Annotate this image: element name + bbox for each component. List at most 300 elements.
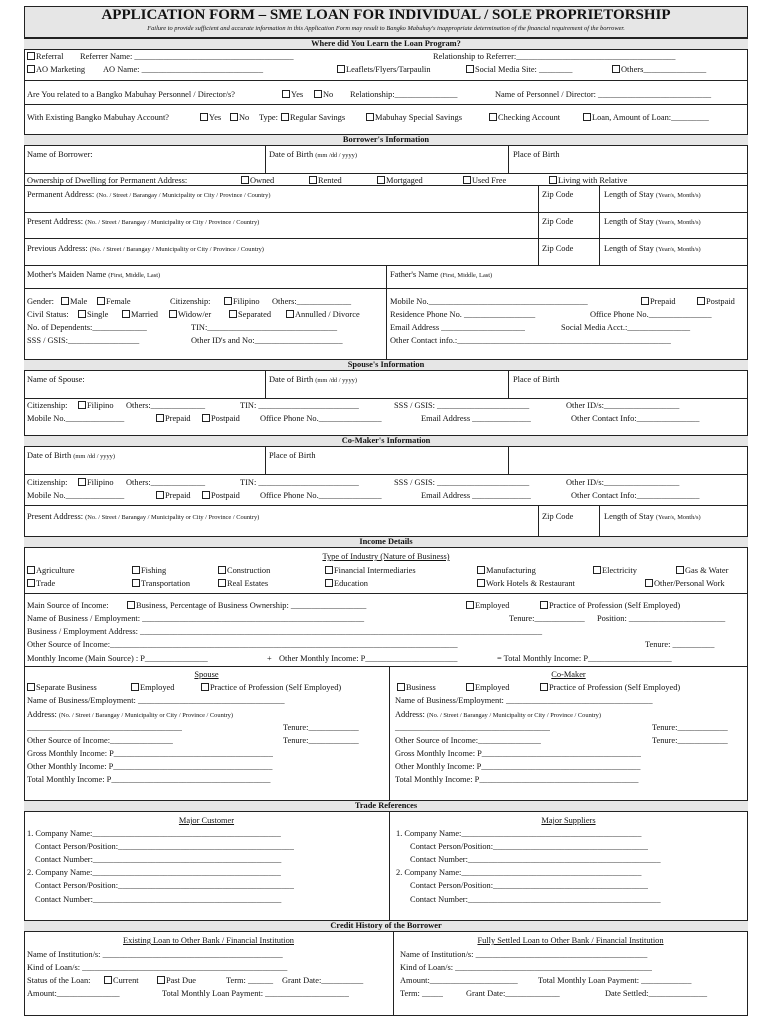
comaker-gross-field[interactable]: Gross Monthly Income: P______________________________________ xyxy=(395,749,641,758)
electricity-checkbox[interactable] xyxy=(593,566,601,574)
annulled-checkbox[interactable] xyxy=(286,310,294,318)
comaker-tenure-field[interactable]: Tenure:____________ xyxy=(652,723,728,732)
industry-heading: Type of Industry (Nature of Business) xyxy=(322,552,450,561)
separate-business-option[interactable] xyxy=(27,683,97,692)
existing-total-payment-field[interactable]: Total Monthly Loan Payment: ____________________ xyxy=(162,989,349,998)
married-checkbox[interactable] xyxy=(122,310,130,318)
trade-option[interactable] xyxy=(27,579,55,588)
spouse-heading: Spouse's Information xyxy=(347,360,425,369)
divider xyxy=(265,371,266,398)
separate-business-checkbox[interactable] xyxy=(27,683,35,691)
employed-option[interactable] xyxy=(466,601,509,610)
related-yes-checkbox[interactable] xyxy=(282,90,290,98)
spouse-total-field[interactable]: Total Monthly Income: P______________________________________ xyxy=(27,775,271,784)
dob-format: (mm /dd / yyyy) xyxy=(315,377,358,384)
divider xyxy=(508,371,509,398)
supplier2-name-field[interactable]: 2. Company Name:___________________________________________ xyxy=(396,868,642,877)
electricity-option[interactable] xyxy=(593,566,637,575)
single-checkbox[interactable] xyxy=(78,310,86,318)
comaker-address[interactable] xyxy=(395,710,601,719)
spouse-practice-label: Practice of Profession (Self Employed) xyxy=(210,683,342,692)
used-free-option[interactable] xyxy=(463,176,506,185)
regular-savings-checkbox[interactable] xyxy=(281,113,289,121)
loan-checkbox[interactable] xyxy=(583,113,591,121)
length-of-stay xyxy=(604,217,701,226)
postpaid-option[interactable] xyxy=(697,297,735,306)
spouse-mobile-field[interactable]: Mobile No.______________ xyxy=(27,414,125,423)
education-checkbox[interactable] xyxy=(325,579,333,587)
spouse-filipino-checkbox[interactable] xyxy=(78,401,86,409)
owned-label: Owned xyxy=(250,176,275,185)
settled-grant-field[interactable]: Grant Date:_____________ xyxy=(466,989,560,998)
spouse-employed-option[interactable] xyxy=(131,683,174,692)
existing-institution-field[interactable]: Name of Institution/s: ___________________________________________ xyxy=(27,950,283,959)
comaker-prepaid-option[interactable] xyxy=(156,491,191,500)
settled-term-field[interactable]: Term: _____ xyxy=(400,989,443,998)
existing-yes-checkbox[interactable] xyxy=(200,113,208,121)
spouse-others-field[interactable]: Others:_____________ xyxy=(126,401,206,410)
social-media-option[interactable] xyxy=(466,65,572,74)
special-savings-option[interactable] xyxy=(366,113,462,122)
mortgaged-checkbox[interactable] xyxy=(377,176,385,184)
separate-business-label: Separate Business xyxy=(36,683,97,692)
divider xyxy=(24,173,748,174)
comaker-office-phone-field[interactable]: Office Phone No._______________ xyxy=(260,491,382,500)
address-format: (No. / Street / Barangay / Municipality or City / Province / Country) xyxy=(85,219,260,226)
customer1-contact-number-field[interactable]: Contact Number:_____________________________________________ xyxy=(35,855,282,864)
comaker-practice-checkbox[interactable] xyxy=(540,683,548,691)
checking-account-label: Checking Account xyxy=(498,113,561,122)
male-option[interactable] xyxy=(61,297,87,306)
los-label: Length of Stay xyxy=(604,512,654,521)
leaflets-option[interactable] xyxy=(337,65,431,74)
settled-total-payment-field[interactable]: Total Monthly Loan Payment: ____________ xyxy=(538,976,692,985)
social-media-checkbox[interactable] xyxy=(466,65,474,73)
mobile-field[interactable]: Mobile No.______________________________________ xyxy=(390,297,588,306)
widow-checkbox[interactable] xyxy=(169,310,177,318)
customer2-contact-person-field[interactable]: Contact Person/Position:__________________________________________ xyxy=(35,881,294,890)
ao-marketing-checkbox[interactable] xyxy=(27,65,35,73)
regular-savings-label: Regular Savings xyxy=(290,113,346,122)
referrer-name-field[interactable]: Referrer Name: ______________________________________ xyxy=(80,52,294,61)
comaker-filipino-checkbox[interactable] xyxy=(78,478,86,486)
gas-water-label: Gas & Water xyxy=(685,566,729,575)
comaker-postpaid-label: Postpaid xyxy=(211,491,240,500)
dob-format: (mm /dd / yyyy) xyxy=(73,453,116,460)
main-source-label: Main Source of Income: xyxy=(27,601,109,610)
existing-kind-field[interactable]: Kind of Loan/s: _________________________________________________ xyxy=(27,963,288,972)
comaker-business-option[interactable] xyxy=(397,683,436,692)
dependents-field[interactable]: No. of Dependents:_____________ xyxy=(27,323,147,332)
other-source-field[interactable]: Other Source of Income:___________________________________________________________________________________ xyxy=(27,640,458,649)
separated-option[interactable] xyxy=(229,310,271,319)
work-hotels-option[interactable] xyxy=(477,579,575,588)
special-savings-checkbox[interactable] xyxy=(366,113,374,121)
related-no-label: No xyxy=(323,90,334,99)
supplier2-contact-number-field[interactable]: Contact Number:______________________________________________ xyxy=(410,895,661,904)
separated-checkbox[interactable] xyxy=(229,310,237,318)
spouse-office-phone-field[interactable]: Office Phone No._______________ xyxy=(260,414,382,423)
settled-institution-field[interactable]: Name of Institution/s: _________________________________________ xyxy=(400,950,648,959)
office-phone-field[interactable]: Office Phone No._______________ xyxy=(590,310,712,319)
current-option[interactable] xyxy=(104,976,139,985)
referral-option[interactable] xyxy=(27,52,63,61)
settled-kind-field[interactable]: Kind of Loan/s: _______________________________________________ xyxy=(400,963,652,972)
female-option[interactable] xyxy=(97,297,131,306)
comaker-filipino-label: Filipino xyxy=(87,478,114,487)
comaker-other-monthly-field[interactable]: Other Monthly Income: P______________________________________ xyxy=(395,762,641,771)
divider xyxy=(24,288,748,289)
referral-checkbox[interactable] xyxy=(27,52,35,60)
existing-amount-field[interactable]: Amount:_______________ xyxy=(27,989,120,998)
work-hotels-label: Work Hotels & Restaurant xyxy=(486,579,575,588)
checking-account-option[interactable] xyxy=(489,113,560,122)
permanent-address[interactable] xyxy=(27,190,270,199)
comaker-practice-option[interactable] xyxy=(540,683,680,692)
comaker-present-address[interactable] xyxy=(27,512,259,521)
comaker-mobile-field[interactable]: Mobile No.______________ xyxy=(27,491,125,500)
comaker-postpaid-option[interactable] xyxy=(202,491,240,500)
spouse-address[interactable] xyxy=(27,710,233,719)
real-estates-checkbox[interactable] xyxy=(218,579,226,587)
spouse-pob-label: Place of Birth xyxy=(513,375,560,384)
divider xyxy=(24,104,748,105)
existing-no-option[interactable] xyxy=(230,113,249,122)
transportation-label: Transportation xyxy=(141,579,191,588)
other-personal-label: Other/Personal Work xyxy=(654,579,725,588)
comaker-prepaid-checkbox[interactable] xyxy=(156,491,164,499)
living-relative-checkbox[interactable] xyxy=(549,176,557,184)
special-savings-label: Mabuhay Special Savings xyxy=(375,113,462,122)
trade-checkbox[interactable] xyxy=(27,579,35,587)
female-checkbox[interactable] xyxy=(97,297,105,305)
related-relationship-field[interactable]: Relationship:_______________ xyxy=(350,90,458,99)
other-personal-checkbox[interactable] xyxy=(645,579,653,587)
transportation-checkbox[interactable] xyxy=(132,579,140,587)
spouse-employed-label: Employed xyxy=(140,683,175,692)
dob-label: Date of Birth xyxy=(27,451,72,460)
spouse-practice-option[interactable] xyxy=(201,683,341,692)
length-of-stay xyxy=(604,244,701,253)
fishing-checkbox[interactable] xyxy=(132,566,140,574)
supplier1-contact-person-field[interactable]: Contact Person/Position:_____________________________________ xyxy=(410,842,648,851)
previous-address[interactable] xyxy=(27,244,264,253)
comaker-email-field[interactable]: Email Address ______________ xyxy=(421,491,531,500)
existing-term-field[interactable]: Term: ______ xyxy=(226,976,274,985)
divider xyxy=(538,185,539,265)
address-format: (No. / Street / Barangay / Municipality or City / Province / Country) xyxy=(85,514,260,521)
social-media-label: Social Media Site: ________ xyxy=(475,65,573,74)
spouse-other-source-field[interactable]: Other Source of Income:_______________ xyxy=(27,736,173,745)
manufacturing-option[interactable] xyxy=(477,566,536,575)
los-format: (Year/s, Month/s) xyxy=(655,219,701,226)
supplier1-name-field[interactable]: 1. Company Name:___________________________________________ xyxy=(396,829,642,838)
others-option[interactable] xyxy=(612,65,706,74)
customer2-contact-number-field[interactable]: Contact Number:_____________________________________________ xyxy=(35,895,282,904)
manufacturing-checkbox[interactable] xyxy=(477,566,485,574)
comaker-other-contact-field[interactable]: Other Contact Info:_______________ xyxy=(571,491,700,500)
divider xyxy=(508,447,509,474)
spouse-tenure2-field[interactable]: Tenure:____________ xyxy=(283,736,359,745)
comaker-postpaid-checkbox[interactable] xyxy=(202,491,210,499)
spouse-name-biz-field[interactable]: Name of Business/Employment: ___________________________________ xyxy=(27,696,285,705)
related-no-option[interactable] xyxy=(314,90,333,99)
customer2-name-field[interactable]: 2. Company Name:_____________________________________________ xyxy=(27,868,281,877)
position-field[interactable]: Position: _______________________ xyxy=(597,614,726,623)
zip-label: Zip Code xyxy=(542,512,574,521)
annulled-option[interactable] xyxy=(286,310,360,319)
fishing-label: Fishing xyxy=(141,566,167,575)
borrower-pob-label: Place of Birth xyxy=(513,150,560,159)
leaflets-label: Leaflets/Flyers/Tarpaulin xyxy=(346,65,431,74)
present-address[interactable] xyxy=(27,217,259,226)
others-label: Others_______________ xyxy=(621,65,707,74)
personnel-name-field[interactable]: Name of Personnel / Director: ___________________________ xyxy=(495,90,712,99)
loan-option[interactable] xyxy=(583,113,709,122)
practice-label: Practice of Profession (Self Employed) xyxy=(549,601,681,610)
gender-label: Gender: xyxy=(27,297,54,306)
other-ids-field[interactable]: Other ID's and No:_____________________ xyxy=(191,336,343,345)
zip-label: Zip Code xyxy=(542,217,574,226)
owned-checkbox[interactable] xyxy=(241,176,249,184)
current-checkbox[interactable] xyxy=(104,976,112,984)
email-field[interactable]: Email Address ____________________ xyxy=(390,323,525,332)
mortgaged-option[interactable] xyxy=(377,176,423,185)
other-personal-option[interactable] xyxy=(645,579,725,588)
comaker-citizenship-label: Citizenship: xyxy=(27,478,68,487)
settled-amount-field[interactable]: Amount:_____________________ xyxy=(400,976,518,985)
checking-account-checkbox[interactable] xyxy=(489,113,497,121)
spouse-tin-field[interactable]: TIN: ________________________ xyxy=(240,401,359,410)
spouse-postpaid-checkbox[interactable] xyxy=(202,414,210,422)
relationship-referrer-field[interactable]: Relationship to Referrer:______________________________________ xyxy=(433,52,676,61)
real-estates-label: Real Estates xyxy=(227,579,269,588)
comaker-employed-option[interactable] xyxy=(466,683,509,692)
comaker-employed-checkbox[interactable] xyxy=(466,683,474,691)
business-source-option[interactable] xyxy=(127,601,366,610)
practice-option[interactable] xyxy=(540,601,680,610)
prepaid-option[interactable] xyxy=(641,297,676,306)
tenure2-field[interactable]: Tenure: __________ xyxy=(645,640,715,649)
spouse-address-line[interactable]: _____________________________________ xyxy=(27,723,182,732)
father-name[interactable] xyxy=(390,270,492,279)
type-label: Type: xyxy=(259,113,278,122)
residence-phone-field[interactable]: Residence Phone No. _________________ xyxy=(390,310,536,319)
married-label: Married xyxy=(131,310,158,319)
borrower-dob xyxy=(269,150,357,159)
fishing-option[interactable] xyxy=(132,566,166,575)
other-monthly-field[interactable]: Other Monthly Income: P______________________ xyxy=(279,654,458,663)
comaker-other-ids-field[interactable]: Other ID/s:__________________ xyxy=(566,478,680,487)
financial-option[interactable] xyxy=(325,566,416,575)
divider xyxy=(24,474,748,475)
los-format: (Year/s, Month/s) xyxy=(655,514,701,521)
comaker-total-field[interactable]: Total Monthly Income: P______________________________________ xyxy=(395,775,639,784)
filipino-option[interactable] xyxy=(224,297,260,306)
present-address-label: Present Address: xyxy=(27,512,84,521)
other-contact-field[interactable]: Other Contact info.:___________________________________________________ xyxy=(390,336,671,345)
ao-marketing-label: AO Marketing xyxy=(36,65,86,74)
widow-option[interactable] xyxy=(169,310,211,319)
citizenship-label: Citizenship: xyxy=(170,297,211,306)
zip-label: Zip Code xyxy=(542,244,574,253)
spouse-postpaid-option[interactable] xyxy=(202,414,240,423)
spouse-prepaid-option[interactable] xyxy=(156,414,191,423)
single-label: Single xyxy=(87,310,109,319)
married-option[interactable] xyxy=(122,310,158,319)
gas-water-checkbox[interactable] xyxy=(676,566,684,574)
existing-yes-option[interactable] xyxy=(200,113,221,122)
single-option[interactable] xyxy=(78,310,108,319)
social-acct-field[interactable]: Social Media Acct.:_______________ xyxy=(561,323,691,332)
borrower-heading: Borrower's Information xyxy=(342,135,430,144)
business-address-field[interactable]: Business / Employment Address: ________________________________________________________________________________________________ xyxy=(27,627,543,636)
comaker-heading: Co-Maker's Information xyxy=(341,436,431,445)
agriculture-option[interactable] xyxy=(27,566,75,575)
divider xyxy=(24,212,748,213)
spouse-employed-checkbox[interactable] xyxy=(131,683,139,691)
rented-label: Rented xyxy=(318,176,342,185)
filipino-checkbox[interactable] xyxy=(224,297,232,305)
los-label: Length of Stay xyxy=(604,217,654,226)
los-label: Length of Stay xyxy=(604,190,654,199)
living-relative-label: Living with Relative xyxy=(558,176,628,185)
comaker-sss-field[interactable]: SSS / GSIS: ______________________ xyxy=(394,478,530,487)
related-yes-option[interactable] xyxy=(282,90,303,99)
spouse-prepaid-checkbox[interactable] xyxy=(156,414,164,422)
supplier2-contact-person-field[interactable]: Contact Person/Position:_____________________________________ xyxy=(410,881,648,890)
settled-date-field[interactable]: Date Settled:______________ xyxy=(605,989,708,998)
customer1-contact-person-field[interactable]: Contact Person/Position:__________________________________________ xyxy=(35,842,294,851)
related-no-checkbox[interactable] xyxy=(314,90,322,98)
mother-maiden-name[interactable] xyxy=(27,270,160,279)
education-option[interactable] xyxy=(325,579,368,588)
mortgaged-label: Mortgaged xyxy=(386,176,423,185)
business-source-checkbox[interactable] xyxy=(127,601,135,609)
comaker-tenure2-field[interactable]: Tenure:____________ xyxy=(652,736,728,745)
annulled-label: Annulled / Divorce xyxy=(295,310,360,319)
divider xyxy=(538,505,539,536)
past-due-option[interactable] xyxy=(157,976,196,985)
dob-format: (mm /dd / yyyy) xyxy=(315,152,358,159)
tin-field[interactable]: TIN:_______________________________ xyxy=(191,323,338,332)
spouse-gross-field[interactable]: Gross Monthly Income: P______________________________________ xyxy=(27,749,273,758)
ao-marketing-option[interactable] xyxy=(27,65,85,74)
mother-label: Mother's Maiden Name xyxy=(27,270,107,279)
spouse-email-field[interactable]: Email Address ______________ xyxy=(421,414,531,423)
comaker-address-line[interactable]: _____________________________________ xyxy=(395,723,550,732)
divider xyxy=(265,146,266,173)
postpaid-checkbox[interactable] xyxy=(697,297,705,305)
spouse-income-heading: Spouse xyxy=(194,670,219,679)
others-checkbox[interactable] xyxy=(612,65,620,73)
real-estates-option[interactable] xyxy=(218,579,268,588)
existing-no-checkbox[interactable] xyxy=(230,113,238,121)
comaker-others-field[interactable]: Others:_____________ xyxy=(126,478,206,487)
employed-checkbox[interactable] xyxy=(466,601,474,609)
past-due-checkbox[interactable] xyxy=(157,976,165,984)
customer1-name-field[interactable]: 1. Company Name:_____________________________________________ xyxy=(27,829,281,838)
spouse-other-ids-field[interactable]: Other ID/s:__________________ xyxy=(566,401,680,410)
spouse-other-monthly-field[interactable]: Other Monthly Income: P______________________________________ xyxy=(27,762,273,771)
address-format: (No. / Street / Barangay / Municipality or City / Province / Country) xyxy=(96,192,271,199)
comaker-other-source-field[interactable]: Other Source of Income:_______________ xyxy=(395,736,541,745)
spouse-practice-checkbox[interactable] xyxy=(201,683,209,691)
financial-checkbox[interactable] xyxy=(325,566,333,574)
comaker-tin-field[interactable]: TIN: ________________________ xyxy=(240,478,359,487)
address-label: Address: xyxy=(395,710,425,719)
owned-option[interactable] xyxy=(241,176,274,185)
borrower-name-label: Name of Borrower: xyxy=(27,150,93,159)
spouse-other-contact-field[interactable]: Other Contact Info:_______________ xyxy=(571,414,700,423)
filipino-label: Filipino xyxy=(233,297,260,306)
used-free-checkbox[interactable] xyxy=(463,176,471,184)
name-business-field[interactable]: Name of Business / Employment: _____________________________________________________ xyxy=(27,614,365,623)
major-customer-heading: Major Customer xyxy=(178,816,235,825)
comaker-name-biz-field[interactable]: Name of Business/Employment: ___________________________________ xyxy=(395,696,653,705)
practice-checkbox[interactable] xyxy=(540,601,548,609)
tenure-field[interactable]: Tenure:____________ xyxy=(509,614,585,623)
transportation-option[interactable] xyxy=(132,579,190,588)
rented-checkbox[interactable] xyxy=(309,176,317,184)
divider xyxy=(24,505,748,506)
plus-sign: + xyxy=(267,654,272,663)
divider xyxy=(599,185,600,265)
comaker-practice-label: Practice of Profession (Self Employed) xyxy=(549,683,681,692)
living-relative-option[interactable] xyxy=(549,176,627,185)
comaker-income-heading: Co-Maker xyxy=(551,670,586,679)
prepaid-checkbox[interactable] xyxy=(641,297,649,305)
ownership-label: Ownership of Dwelling for Permanent Address: xyxy=(27,176,188,185)
divider xyxy=(389,666,390,800)
separated-label: Separated xyxy=(238,310,272,319)
leaflets-checkbox[interactable] xyxy=(337,65,345,73)
agriculture-checkbox[interactable] xyxy=(27,566,35,574)
dob-label: Date of Birth xyxy=(269,375,314,384)
supplier1-contact-number-field[interactable]: Contact Number:______________________________________________ xyxy=(410,855,661,864)
female-label: Female xyxy=(106,297,131,306)
construction-option[interactable] xyxy=(218,566,270,575)
learn-heading: Where did You Learn the Loan Program? xyxy=(311,39,461,48)
spouse-sss-field[interactable]: SSS / GSIS: ______________________ xyxy=(394,401,530,410)
gas-water-option[interactable] xyxy=(676,566,728,575)
others-citizenship-field[interactable]: Others:_____________ xyxy=(272,297,352,306)
work-hotels-checkbox[interactable] xyxy=(477,579,485,587)
rented-option[interactable] xyxy=(309,176,342,185)
construction-checkbox[interactable] xyxy=(218,566,226,574)
construction-label: Construction xyxy=(227,566,271,575)
postpaid-label: Postpaid xyxy=(706,297,735,306)
sss-field[interactable]: SSS / GSIS:_________________ xyxy=(27,336,140,345)
existing-grant-field[interactable]: Grant Date:__________ xyxy=(282,976,364,985)
regular-savings-option[interactable] xyxy=(281,113,345,122)
used-free-label: Used Free xyxy=(472,176,507,185)
divider xyxy=(389,812,390,920)
total-monthly-field[interactable]: = Total Monthly Income: P____________________ xyxy=(497,654,672,663)
male-checkbox[interactable] xyxy=(61,297,69,305)
spouse-filipino-option[interactable] xyxy=(78,401,114,410)
divider xyxy=(24,80,748,81)
spouse-tenure-field[interactable]: Tenure:____________ xyxy=(283,723,359,732)
ao-name-field[interactable]: AO Name: _____________________________ xyxy=(103,65,264,74)
divider xyxy=(386,265,387,359)
comaker-filipino-option[interactable] xyxy=(78,478,114,487)
electricity-label: Electricity xyxy=(602,566,637,575)
comaker-pob-label: Place of Birth xyxy=(269,451,316,460)
comaker-business-checkbox[interactable] xyxy=(397,683,405,691)
monthly-income-field[interactable]: Monthly Income (Main Source) : P_______________ xyxy=(27,654,208,663)
comaker-business-label: Business xyxy=(406,683,436,692)
